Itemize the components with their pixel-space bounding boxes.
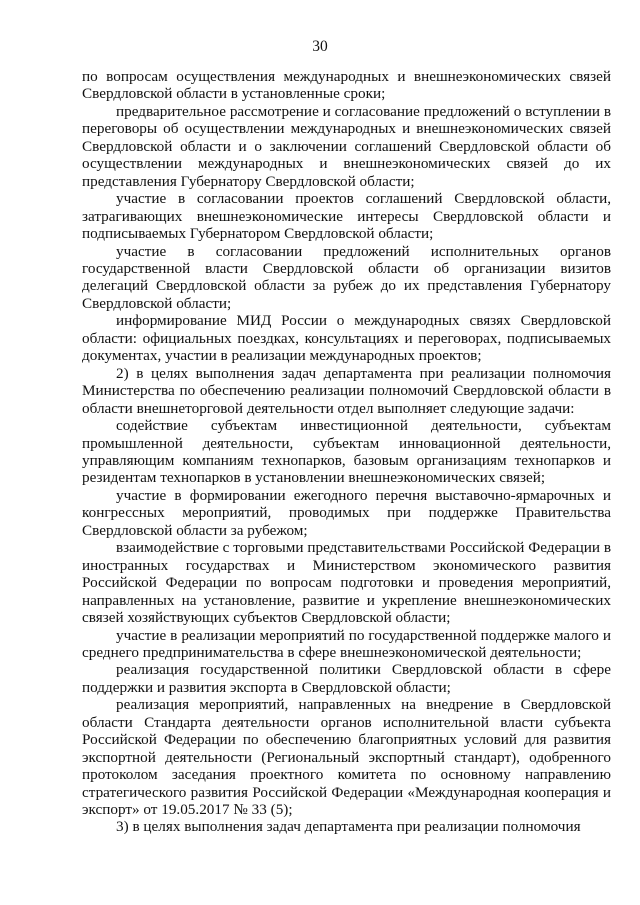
paragraph-3: участие в согласовании проектов соглашений Свердловской области, затрагивающих внешнеэкономические интересы Свердловской области и подписываемых Губернатором Свердловской области;: [82, 190, 611, 243]
paragraph-8: участие в формировании ежегодного перечня выставочно-ярмарочных и конгрессных мероприятий, проводимых при поддержке Правительства Свердловской области за рубежом;: [82, 486, 611, 539]
paragraph-2: предварительное рассмотрение и согласование предложений о вступлении в переговоры об осуществлении международных и внешнеэкономических связей Свердловской области и о заключении соглашений Свердловской области об осуществлении международных и внешнеэкономических связей до их представления Губернатору Свердловской области;: [82, 102, 611, 190]
paragraph-4: участие в согласовании предложений исполнительных органов государственной власти Свердловской области об организации визитов делегаций Свердловской области за рубеж до их представления Губернатору Свердловской области;: [82, 242, 611, 312]
paragraph-5: информирование МИД России о международных связях Свердловской области: официальных поездках, консультациях и переговорах, подписываемых документах, участии в реализации международных проектов;: [82, 312, 611, 365]
paragraph-6: 2) в целях выполнения задач департамента при реализации полномочия Министерства по обеспечению реализации полномочий Свердловской области в области внешнеторговой деятельности отдел выполняет следующие задачи:: [82, 364, 611, 417]
paragraph-1: по вопросам осуществления международных и внешнеэкономических связей Свердловской области в установленные сроки;: [82, 68, 611, 103]
document-body: [82, 68, 611, 836]
paragraph-7: содействие субъектам инвестиционной деятельности, субъектам промышленной деятельности, субъектам инновационной деятельности, управляющим компаниям технопарков, базовым организациям технопарков и резидентам технопарков в установлении внешнеэкономических связей;: [82, 417, 611, 487]
page-number: 30: [312, 38, 328, 55]
paragraph-13: 3) в целях выполнения задач департамента при реализации полномочия: [116, 818, 581, 836]
paragraph-10: участие в реализации мероприятий по государственной поддержке малого и среднего предпринимательства в сфере внешнеэкономической деятельности;: [82, 626, 611, 661]
paragraph-11: реализация государственной политики Свердловской области в сфере поддержки и развития экспорта в Свердловской области;: [82, 661, 611, 696]
paragraph-9: взаимодействие с торговыми представительствами Российской Федерации в иностранных государствах и Министерством экономического развития Российской Федерации по вопросам подготовки и проведения мероприятий, направленных на установление, развитие и укрепление внешнеэкономических связей хозяйствующих субъектов Свердловской области;: [82, 539, 611, 627]
paragraph-12: реализация мероприятий, направленных на внедрение в Свердловской области Стандарта деятельности органов исполнительной власти субъекта Российской Федерации по обеспечению благоприятных условий для развития экспортной деятельности (Региональный экспортный стандарт), одобренного протоколом заседания проектного комитета по основному направлению стратегического развития Российской Федерации «Международная кооперация и экспорт» от 19.05.2017 № 33 (5);: [82, 696, 611, 819]
